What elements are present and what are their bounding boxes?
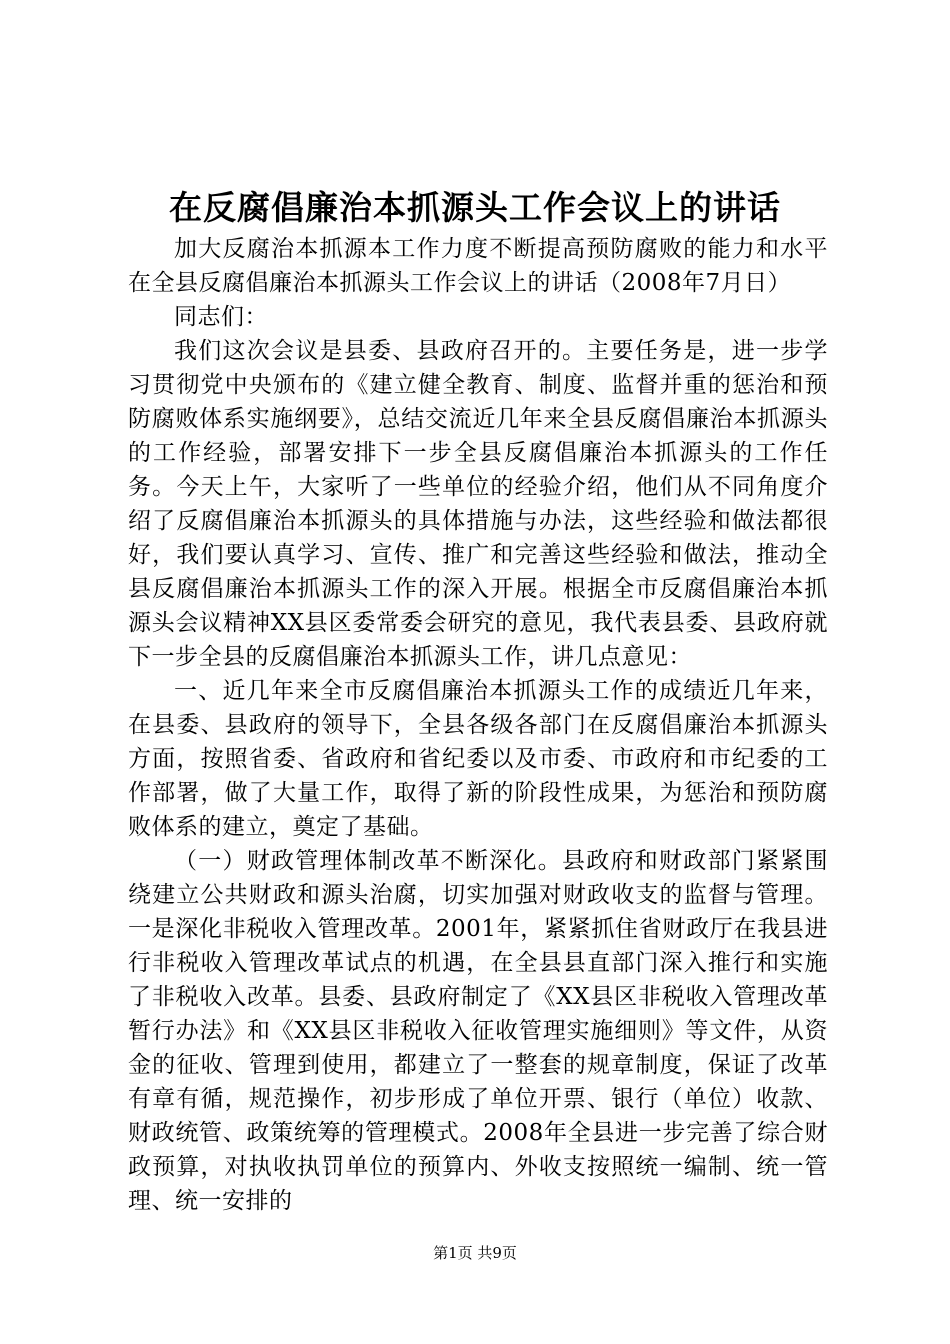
document-body: [128, 232, 828, 1218]
document-title: 在反腐倡廉治本抓源头工作会议上的讲话: [169, 188, 781, 227]
paragraph-subsection-finance: （一）财政管理体制改革不断深化。县政府和财政部门紧紧围绕建立公共财政和源头治腐，切实加强对财政收支的监督与管理。一是深化非税收入管理改革。2001年，紧紧抓住省财政厅在我县进行非税收入管理改革试点的机遇，在全县县直部门深入推行和实施了非税收入改革。县委、县政府制定了《XX县区非税收入管理改革暂行办法》和《XX县区非税收入征收管理实施细则》等文件，从资金的征收、管理到使用，都建立了一整套的规章制度，保证了改革有章有循，规范操作，初步形成了单位开票、银行（单位）收款、财政统管、政策统筹的管理模式。2008年全县进一步完善了综合财政预算，对执收执罚单位的预算内、外收支按照统一编制、统一管理、统一安排的: [128, 848, 828, 1214]
paragraph-section-one: 一、近几年来全市反腐倡廉治本抓源头工作的成绩近几年来，在县委、县政府的领导下，全县各级各部门在反腐倡廉治本抓源头方面，按照省委、省政府和省纪委以及市委、市政府和市纪委的工作部署，做了大量工作，取得了新的阶段性成果，为惩治和预防腐败体系的建立，奠定了基础。: [128, 678, 828, 840]
paragraph-intro: 加大反腐治本抓源本工作力度不断提高预防腐败的能力和水平在全县反腐倡廉治本抓源头工作会议上的讲话（2008年7月日）: [128, 236, 828, 296]
paragraph-salutation: 同志们：: [174, 304, 268, 330]
page-number-footer: 第1页 共9页: [433, 1244, 517, 1262]
paragraph-meeting-purpose: 我们这次会议是县委、县政府召开的。主要任务是，进一步学习贯彻党中央颁布的《建立健全教育、制度、监督并重的惩治和预防腐败体系实施纲要》，总结交流近几年来全县反腐倡廉治本抓源头的工作经验，部署安排下一步全县反腐倡廉治本抓源头的工作任务。今天上午，大家听了一些单位的经验介绍，他们从不同角度介绍了反腐倡廉治本抓源头的具体措施与办法，这些经验和做法都很好，我们要认真学习、宣传、推广和完善这些经验和做法，推动全县反腐倡廉治本抓源头工作的深入开展。根据全市反腐倡廉治本抓源头会议精神XX县区委常委会研究的意见，我代表县委、县政府就下一步全县的反腐倡廉治本抓源头工作，讲几点意见：: [128, 338, 828, 670]
